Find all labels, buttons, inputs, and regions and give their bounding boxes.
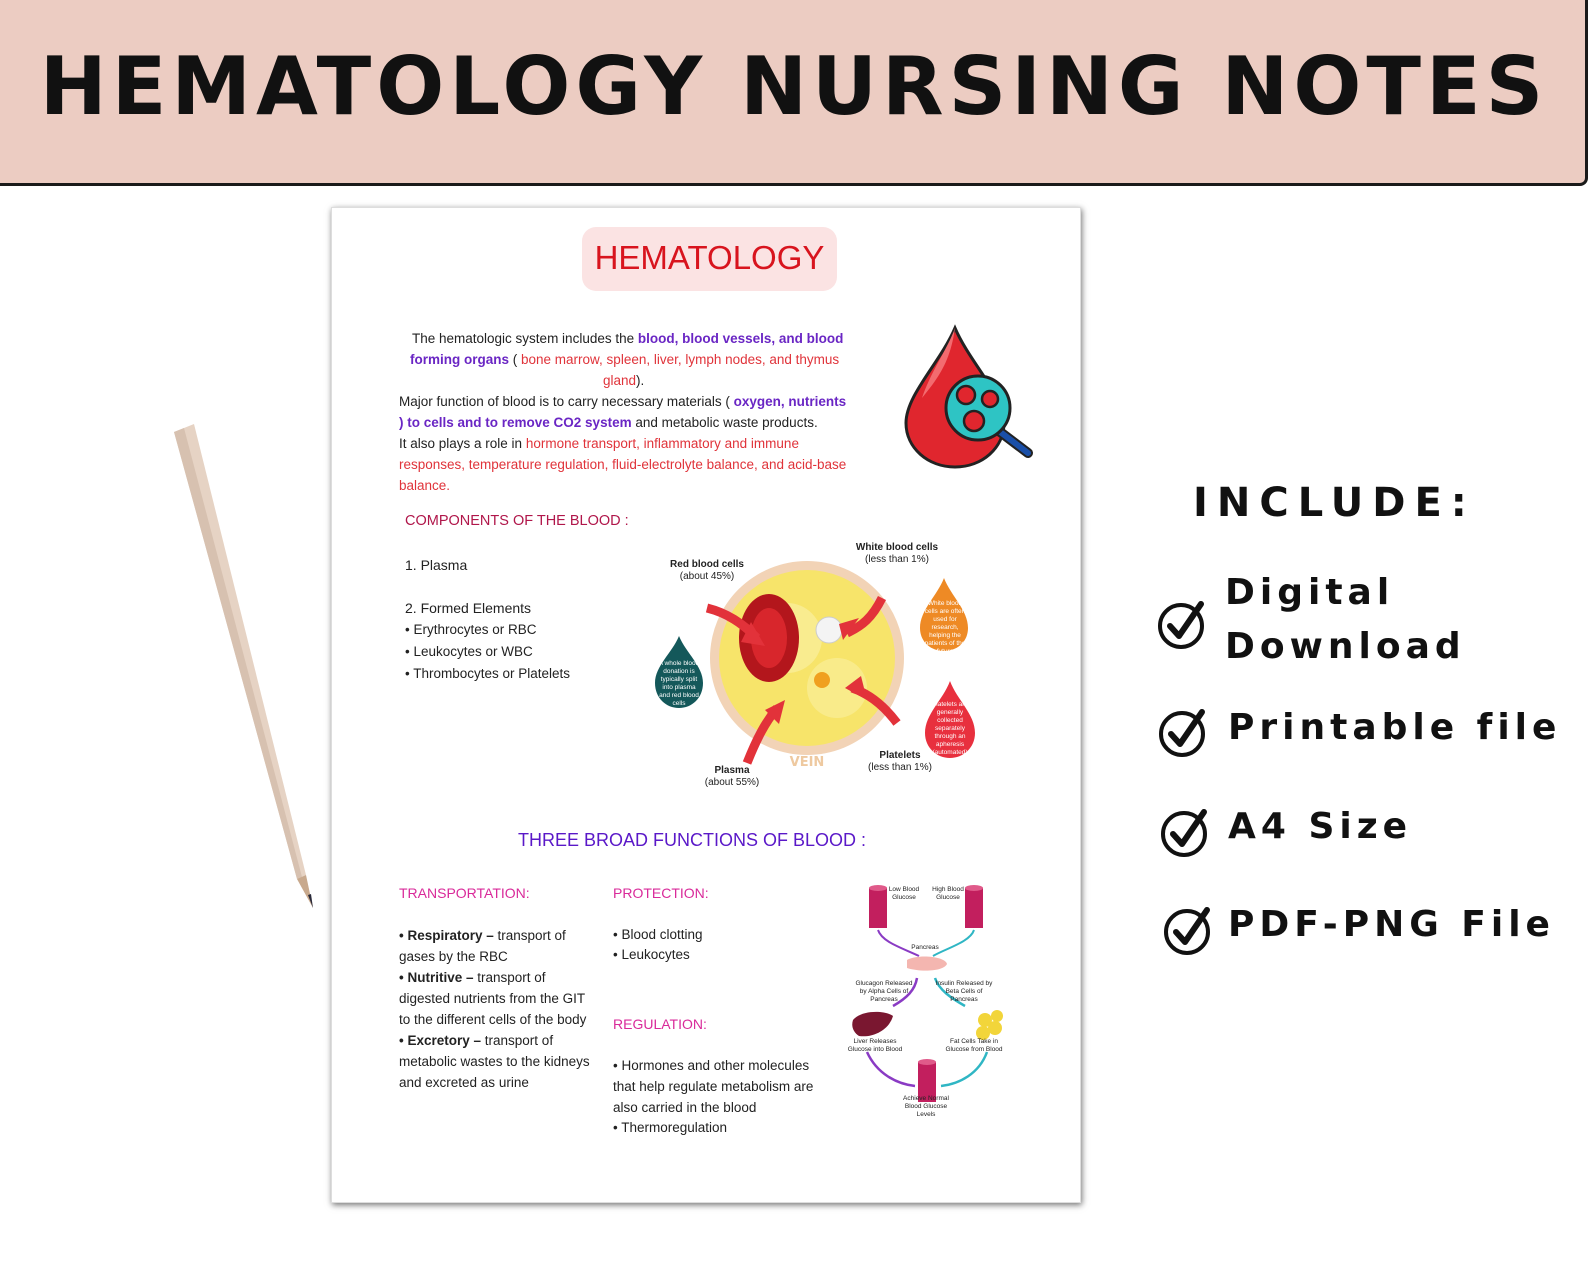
regulation-heading: REGULATION:: [613, 1016, 707, 1032]
include-item-pdf-png: PDF-PNG File: [1228, 904, 1555, 945]
normal-glucose-label: Achieve Normal Blood Glucose Levels: [903, 1095, 949, 1118]
sheet-title-box: [582, 227, 837, 291]
intro-line-5: ) to cells and to remove CO2 system and metabolic waste products.: [399, 415, 818, 430]
blood-drop-magnifier-icon: [900, 323, 1040, 473]
protection-clotting: • Blood clotting: [613, 927, 703, 942]
include-item-download: Download: [1225, 626, 1466, 667]
high-glucose-label: High Blood Glucose: [932, 886, 964, 901]
transport-nutritive-3: to the different cells of the body: [399, 1012, 587, 1027]
rbc-label: Red blood cells (about 45%): [670, 559, 744, 582]
document-preview: [331, 207, 1081, 1203]
intro-line-4: Major function of blood is to carry necessary materials ( oxygen, nutrients: [399, 394, 847, 409]
protection-heading: PROTECTION:: [613, 885, 709, 901]
glucose-regulation-diagram: [837, 880, 1017, 1130]
checkmark-icon: [1160, 806, 1212, 858]
regulation-thermo: • Thermoregulation: [613, 1120, 728, 1135]
include-heading: INCLUDE:: [1193, 480, 1476, 526]
checkmark-icon: [1157, 598, 1209, 650]
intro-line-1: The hematologic system includes the blood, blood vessels, and blood: [412, 331, 844, 346]
regulation-line-1: • Hormones and other molecules: [613, 1058, 810, 1073]
transport-excretory: • Excretory – transport of: [399, 1033, 554, 1048]
wbc-label: White blood cells (less than 1%): [855, 542, 939, 565]
vein-label: VEIN: [789, 755, 825, 770]
glucagon-label: Glucagon Released by Alpha Cells of Pancreas: [855, 980, 913, 1003]
components-bullet-platelets: • Thrombocytes or Platelets: [405, 666, 571, 681]
regulation-line-3: also carried in the blood: [613, 1100, 757, 1115]
intro-line-3: gland).: [603, 373, 645, 388]
checkmark-icon: [1158, 706, 1210, 758]
transport-respiratory: • Respiratory – transport of: [399, 928, 566, 943]
transport-excretory-2: metabolic wastes to the kidneys: [399, 1054, 590, 1069]
pencil-illustration: [0, 0, 330, 930]
checkmark-icon: [1163, 904, 1215, 956]
transport-nutritive: • Nutritive – transport of: [399, 970, 546, 985]
plasma-label: Plasma (about 55%): [704, 765, 760, 788]
intro-line-7: responses, temperature regulation, fluid-electrolyte balance, and acid-base: [399, 457, 847, 472]
pancreas-label: Pancreas: [911, 944, 939, 951]
banner-title: HEMATOLOGY NURSING NOTES: [39, 40, 1549, 133]
red-drop-note: Platelets are generally collected separately through an apheresis (automated) process: [931, 701, 969, 764]
liver-label: Liver Releases Glucose into Blood: [847, 1038, 903, 1053]
components-item-plasma: 1. Plasma: [405, 557, 468, 573]
components-heading: COMPONENTS OF THE BLOOD :: [405, 513, 629, 529]
components-item-formed: 2. Formed Elements: [405, 600, 532, 616]
platelets-label: Platelets (less than 1%): [868, 750, 932, 773]
low-glucose-label: Low Blood Glucose: [888, 886, 920, 901]
protection-leukocytes: • Leukocytes: [613, 947, 690, 962]
fat-cells-label: Fat Cells Take in Glucose from Blood: [945, 1038, 1003, 1053]
include-item-a4: A4 Size: [1228, 806, 1413, 847]
intro-line-8: balance.: [399, 478, 451, 493]
regulation-line-2: that help regulate metabolism are: [613, 1079, 814, 1094]
include-item-printable: Printable file: [1228, 707, 1562, 748]
components-bullet-wbc: • Leukocytes or WBC: [405, 644, 533, 659]
transportation-heading: TRANSPORTATION:: [399, 885, 530, 901]
intro-line-2: forming organs ( bone marrow, spleen, liver, lymph nodes, and thymus: [410, 352, 840, 367]
components-bullet-rbc: • Erythrocytes or RBC: [405, 622, 537, 637]
transport-excretory-3: and excreted as urine: [399, 1075, 529, 1090]
functions-heading: THREE BROAD FUNCTIONS OF BLOOD :: [517, 830, 867, 850]
teal-drop-note: A whole blood donation is typically split into plasma and red blood cells: [658, 660, 700, 707]
include-item-digital: Digital: [1225, 572, 1395, 613]
transport-nutritive-2: digested nutrients from the GIT: [399, 991, 586, 1006]
insulin-label: Insulin Released by Beta Cells of Pancreas: [935, 980, 993, 1003]
orange-drop-note: White blood cells are often used for research, helping the patients of the future: [924, 600, 966, 655]
sheet-title: HEMATOLOGY: [594, 239, 825, 276]
transport-respiratory-2: gases by the RBC: [399, 949, 508, 964]
intro-line-6: It also plays a role in hormone transport, inflammatory and immune: [399, 436, 799, 451]
